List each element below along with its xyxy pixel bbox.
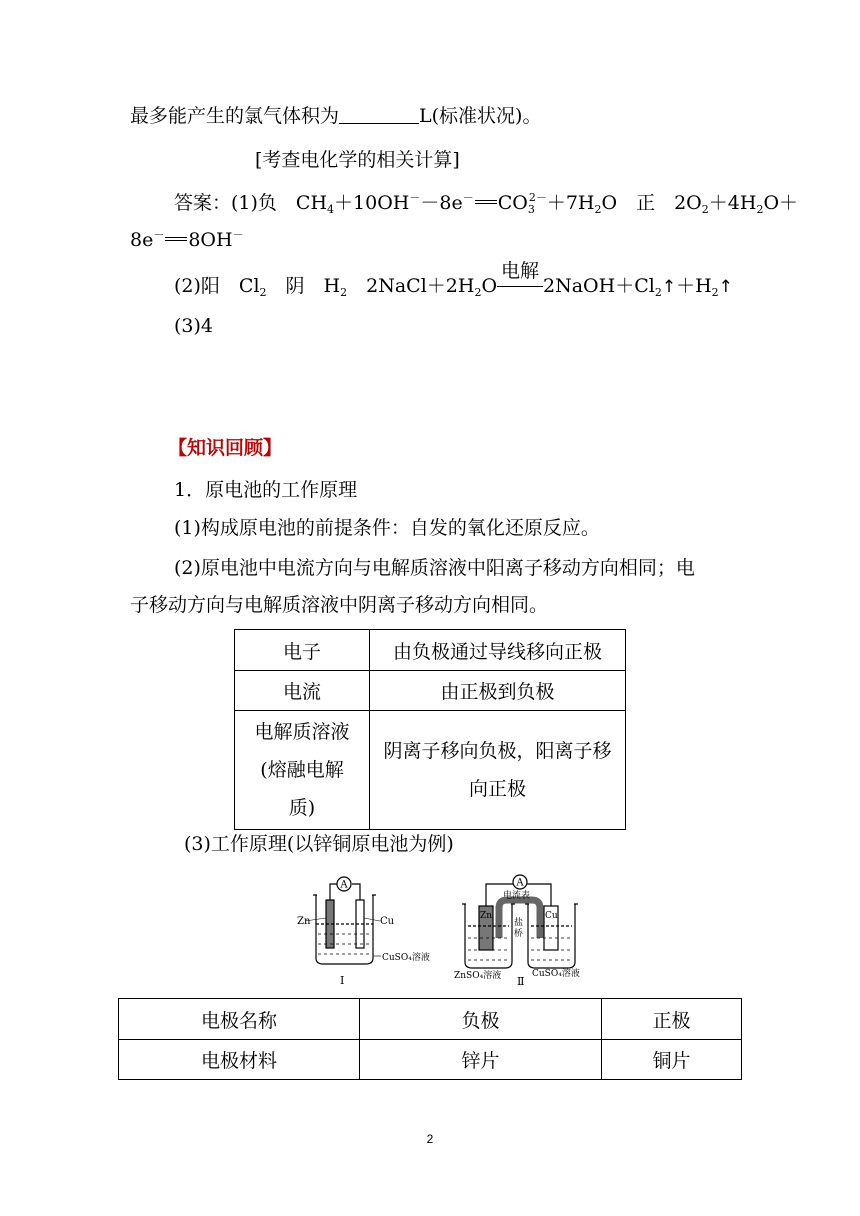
answer-line-2	[174, 260, 733, 306]
subsection-title: 1．原电池的工作原理	[174, 479, 358, 501]
cuso4-label: CuSO₄溶液	[532, 969, 580, 979]
table-cell: 锌片	[360, 1040, 602, 1080]
answer-text: (2)阳 Cl	[174, 275, 260, 297]
table-cell: 铜片	[602, 1040, 742, 1080]
question-line	[130, 103, 541, 129]
answer-text: 8OH	[188, 229, 233, 251]
superscript: 2－	[528, 191, 547, 204]
subscript: 2	[711, 286, 719, 299]
answer-line-3: (3)4	[174, 315, 214, 337]
subscript: 2	[756, 203, 764, 216]
electrolysis-condition	[497, 260, 543, 299]
subscript: 2	[594, 203, 602, 216]
answer-text: CO	[497, 192, 528, 214]
answer-text: ＋H	[676, 275, 712, 297]
table-cell	[235, 711, 370, 830]
znso4-label: ZnSO₄溶液	[454, 971, 502, 981]
subscript: 2	[701, 203, 709, 216]
answer-text: O 正 2O	[601, 192, 702, 214]
table-cell	[370, 711, 626, 830]
answer-text: O	[481, 275, 498, 297]
cuso4-label: CuSO₄溶液	[382, 953, 430, 963]
equals-sign	[165, 237, 187, 241]
answer-text: ＋4H	[708, 192, 757, 214]
ammeter-label: 电流表	[503, 891, 531, 901]
ammeter-icon: A	[340, 879, 348, 891]
condition-label: 电解	[501, 260, 540, 282]
salt-bridge-label: 桥	[514, 929, 524, 939]
salt-bridge-label: 盐	[514, 918, 524, 928]
table-cell: 电极材料	[119, 1040, 360, 1080]
answer-label: 答案：	[174, 192, 232, 214]
electrode-table	[118, 998, 742, 1080]
answer-line-1-cont	[130, 222, 244, 253]
equals-sign	[475, 200, 497, 204]
answer-text: ＋10OH	[334, 192, 410, 214]
answer-text: 8e	[130, 229, 154, 251]
subscript: 3	[527, 203, 535, 216]
answer-text: (1)负 CH	[231, 192, 328, 214]
subscript: 2	[654, 286, 662, 299]
cell-line: 质)	[288, 797, 316, 819]
answer-text: ＋7H	[546, 192, 595, 214]
paragraph: (2)原电池中电流方向与电解质溶液中阳离子移动方向相同；电	[174, 557, 695, 579]
paragraph: (3)工作原理(以锌铜原电池为例)	[184, 833, 454, 855]
answer-text: －8e	[420, 192, 463, 214]
answer-blank	[339, 105, 419, 124]
cell-line: 向正极	[468, 778, 526, 800]
table-cell: 由正极到负极	[370, 671, 626, 711]
current-direction-table	[234, 629, 626, 830]
zinc-copper-cell-diagram	[296, 868, 596, 990]
cell-label-II: Ⅱ	[517, 975, 525, 988]
subscript: 2	[259, 286, 267, 299]
section-heading: 【知识回顾】	[168, 437, 283, 459]
superscript: －	[153, 228, 165, 241]
superscript: －	[462, 191, 474, 204]
table-cell: 负极	[360, 999, 602, 1040]
cell-line: 阴离子移向负极，阳离子移	[383, 740, 612, 762]
superscript: －	[232, 228, 244, 241]
table-cell: 正极	[602, 999, 742, 1040]
table-cell: 电流	[235, 671, 370, 711]
gas-arrow-icon: ↑	[718, 277, 733, 297]
subscript: 2	[340, 286, 348, 299]
ammeter-icon: A	[516, 877, 524, 889]
cell-line: 电解质溶液	[254, 721, 350, 743]
topic-tag: [考查电化学的相关计算]	[255, 149, 460, 171]
subscript: 4	[327, 203, 335, 216]
question-text: 最多能产生的氯气体积为	[130, 105, 340, 127]
cu-label: Cu	[380, 916, 395, 927]
question-text-end: L(标准状况)。	[419, 105, 542, 127]
gas-arrow-icon: ↑	[661, 277, 677, 297]
answer-text: O＋	[763, 192, 799, 214]
subscript: 2	[474, 286, 482, 299]
cell-label-I: Ⅰ	[340, 974, 345, 987]
page-number: 2	[426, 1132, 434, 1146]
paragraph: (1)构成原电池的前提条件：自发的氧化还原反应。	[174, 517, 600, 539]
zn-label: Zn	[297, 916, 311, 927]
table-cell: 电子	[235, 630, 370, 671]
answer-text: 阴 H	[266, 275, 341, 297]
superscript: －	[409, 191, 421, 204]
paragraph: 子移动方向与电解质溶液中阴离子移动方向相同。	[130, 594, 549, 616]
table-cell: 电极名称	[119, 999, 360, 1040]
cell-line: (熔融电解	[260, 759, 344, 781]
zn-label: Zn	[480, 911, 493, 921]
answer-text: 2NaOH＋Cl	[543, 275, 655, 297]
cu-label: Cu	[545, 911, 558, 921]
table-cell: 由负极通过导线移向正极	[370, 630, 626, 671]
answer-text: 2NaCl＋2H	[347, 275, 475, 297]
answer-line-1	[174, 185, 798, 223]
